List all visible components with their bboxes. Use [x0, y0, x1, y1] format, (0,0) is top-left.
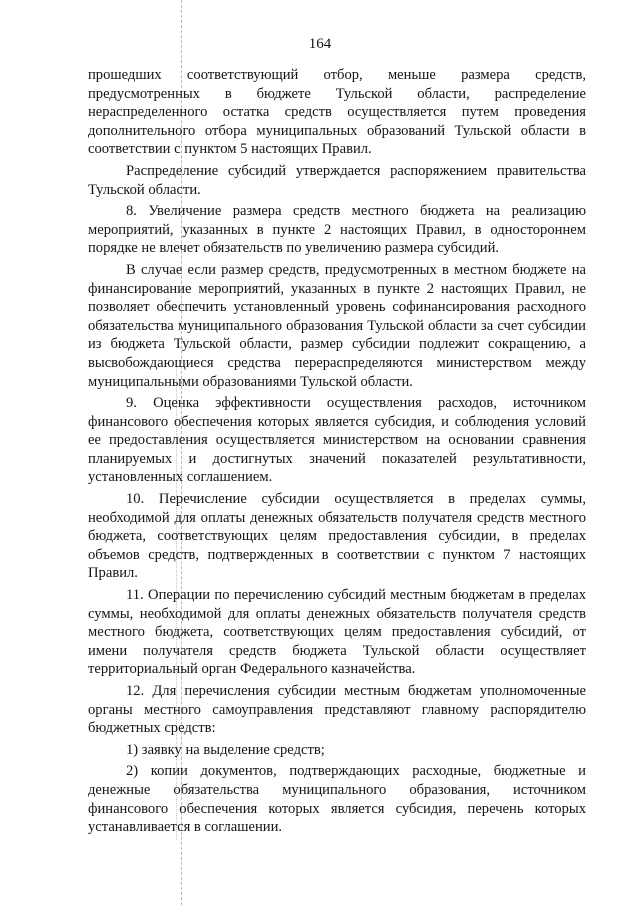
paragraph-item-10: 10. Перечисление субсидии осуществляется в пределах суммы, необходимой для оплаты денежных обязательств получателя средств местного бюджета, соответствующих целям предоставления субсидии, в пределах объемов средств, подтвержденных в соответствии с пунктом 7 настоящих Правил.: [88, 491, 586, 582]
paragraph-continuation: прошедших соответствующий отбор, меньше размера средств, предусмотренных в бюджете Тульской области, распределение нераспределенного остатка средств осуществляется путем проведения дополнительного отбора муниципальных образований Тульской области в соответствии с пунктом 5 настоящих Правил.: [88, 67, 586, 158]
list-item-2: 2) копии документов, подтверждающих расходные, бюджетные и денежные обязательства муниципального образования, источником финансового обеспечения которых является субсидия, перечень которых устанавливается в соглашении.: [88, 763, 586, 836]
paragraph-item-9: 9. Оценка эффективности осуществления расходов, источником финансового обеспечения которых является субсидия, и соблюдения условий ее предоставления осуществляется министерством на основании сравнения планируемых и достигнутых значений показателей результативности, установленных соглашением.: [88, 395, 586, 486]
paragraph-item-8: 8. Увеличение размера средств местного бюджета на реализацию мероприятий, указанных в пункте 2 настоящих Правил, в одностороннем порядке не влечет обязательств по увеличению размера субсидий.: [88, 203, 586, 257]
page-number: 164: [308, 36, 332, 52]
list-item-1: 1) заявку на выделение средств;: [126, 741, 325, 758]
paragraph-item-11: 11. Операции по перечислению субсидий местным бюджетам в пределах суммы, необходимой для оплаты денежных обязательств получателя средств местного бюджета, соответствующих целям предоставления субсидий, от имени получателя средств бюджета Тульской области осуществляет территориальный орган Федерального казначейства.: [88, 587, 586, 678]
document-body: [88, 66, 586, 840]
paragraph-distribution-approval: Распределение субсидий утверждается распоряжением правительства Тульской области.: [88, 162, 586, 198]
paragraph-item-12: 12. Для перечисления субсидии местным бюджетам уполномоченные органы местного самоуправления представляют главному распорядителю бюджетных средств:: [88, 683, 586, 737]
paragraph-reduction: В случае если размер средств, предусмотренных в местном бюджете на финансирование мероприятий, указанных в пункте 2 настоящих Правил, не позволяет обеспечить установленный уровень софинансирования расходного обязательства муниципального образования Тульской области за счет субсидии из бюджета Тульской области, размер субсидии подлежит сокращению, а высвобождающиеся средства перераспределяются министерством между муниципальными образованиями Тульской области.: [88, 261, 586, 390]
